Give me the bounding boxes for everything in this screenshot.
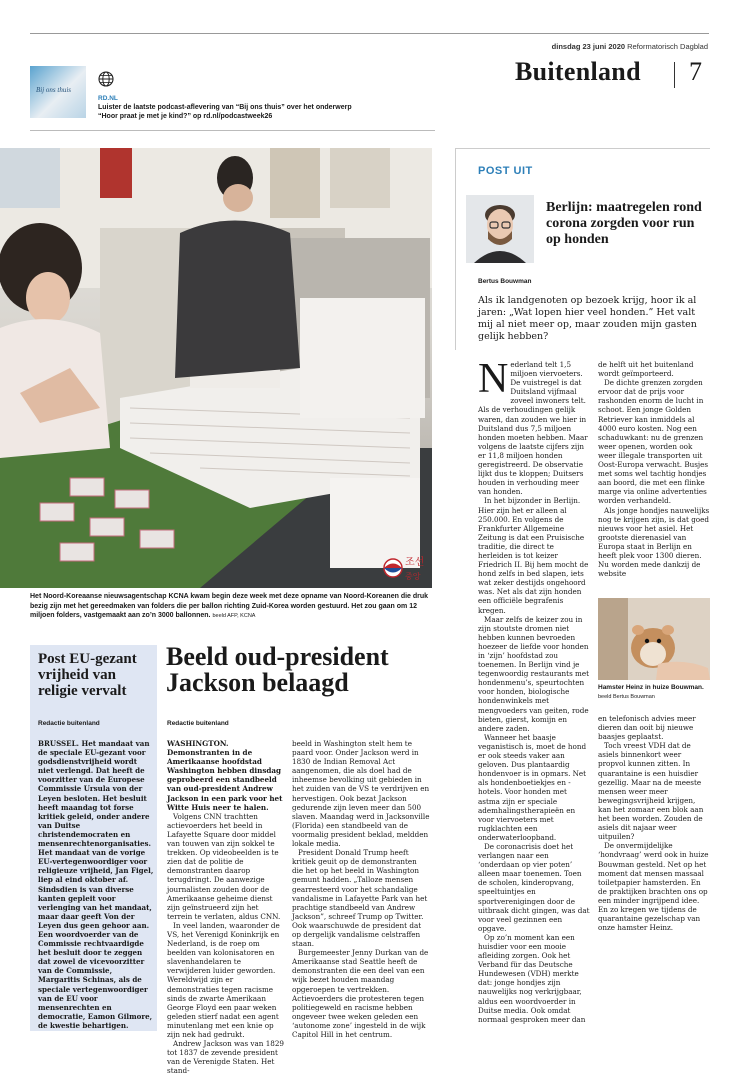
photo-illustration	[0, 148, 432, 588]
hamster-photo	[598, 598, 710, 680]
photo-caption-text: Het Noord-Koreaanse nieuwsagentschap KCNA kwam begin deze week met deze opname van Noord-Koreanen die druk bezig zijn met het gereedmaken van folders die per ballon richting Zuid-Korea worden gestuurd. Het zou gaan om 12 miljoen folders, vastgemaakt aan zo’n 3000 ballonnen.	[30, 593, 429, 619]
jackson-paragraph: Burgemeester Jenny Durkan van de Amerikaanse stad Seattle heeft de demonstranten die een deel van een wijk bezet houden maandag opgeroepen te vertrekken. Actievoerders die protesteren tegen politiegeweld en racisme hebben ongeveer twee weken geleden een ‘autonome zone’ ingesteld in de wijk Capitol Hill in het centrum.	[292, 948, 429, 1039]
hamster-caption	[598, 684, 710, 701]
hamster-caption-text: Hamster Heinz in huize Bouwman.	[598, 684, 704, 691]
jackson-article-byline: Redactie buitenland	[167, 720, 229, 727]
kcna-stamp-text-2: 중앙	[405, 572, 421, 581]
post-uit-paragraph: Op zo’n moment kan een huisdier voor een mooie afleiding zorgen. Ook het Verband für das Deutsche Hundewesen (VDH) merkte dat: jonge hondjes zijn nauwelijks nog verkrijgbaar, aldus een woordvoerder in Duitse media. Ook omdat normaal gesproken meer dan	[478, 932, 586, 1024]
kcna-stamp-text: 조선	[405, 557, 425, 568]
jackson-paragraph: President Donald Trump heeft kritiek geuit op de demonstranten die het op het beeld in Washington gemunt hadden. „Talloze mensen gearresteerd voor het schandalige vandalisme in Lafayette Park van het prachtige standbeeld van Andrew Jackson”, schreef Trump op Twitter. Ook waarschuwde de president dat op dergelijk vandalisme celstraffen staan.	[292, 848, 428, 949]
photo-caption	[30, 592, 432, 622]
jackson-article-column-1	[167, 739, 284, 1075]
post-uit-column-2-continued	[598, 714, 710, 932]
publication-name: Reformatorisch Dagblad	[627, 42, 708, 51]
jackson-article-headline[interactable]: Beeld oud-president Jackson belaagd	[166, 642, 389, 697]
date-line	[552, 42, 708, 51]
jackson-article-lead: WASHINGTON. Demonstranten in de Amerikaanse hoofdstad Washington hebben dinsdag geprobeerd een standbeeld van oud-president Andrew Jackson in een park voor het Witte Huis neer te halen.	[167, 739, 283, 812]
post-uit-paragraph: De dichte grenzen zorgden ervoor dat de prijs voor rashonden enorm de lucht in schoot. Een jonge Golden Retriever kan inmiddels al 4000 euro kosten. Nog een schaduwkant: nu de grenzen weer openen, worden ook weer illegale transporten uit Oost-Europa verwacht. Busjes met soms wel tachtig hondjes aan boord, die met een flinke marge via online advertenties worden verhandeld.	[598, 378, 709, 506]
hamster-photo-credit: beeld Bertus Bouwman	[598, 693, 655, 700]
date: dinsdag 23 juni 2020	[551, 42, 626, 51]
post-uit-paragraph: de helft uit het buitenland wordt geïmporteerd.	[598, 360, 694, 379]
post-uit-intro: Als ik landgenoten op bezoek krijg, hoor ik al jaren: „Wat lopen hier veel honden.” Het valt mij al niet meer op, maar zouden mijn gasten gelijk hebben?	[478, 295, 697, 342]
post-uit-column-2	[598, 360, 710, 578]
globe-icon	[98, 71, 114, 87]
top-rule	[30, 33, 709, 34]
dropcap: N	[478, 356, 509, 402]
left-article-byline: Redactie buitenland	[38, 720, 100, 727]
post-uit-column-1	[478, 356, 590, 1024]
hamster-illustration	[598, 598, 710, 680]
left-article-headline[interactable]: Post EU-gezant vrijheid van religie vervalt	[38, 651, 137, 699]
author-avatar	[466, 195, 534, 263]
post-uit-paragraph: Wanneer het baasje veganistisch is, moet de hond er ook steeds vaker aan geloven. Dus plantaardig hondenvoer is in opmars. Net als hondenboetiekjes en -hotels. Voor honden met astma zijn er speciale ademhalingstherapieën en voor viervoeters met rugklachten een onderwaterloopband.	[478, 732, 587, 842]
post-uit-first-text: ederland telt 1,5 miljoen viervoeters. De vuistregel is dat Duitsland vijfmaal zoveel inwoners telt. Als de verhoudingen gelijk waren, dan zouden we hier in Duitsland dus 7,5 miljoen honden moeten hebben. Maar volgens de laatste cijfers zijn er 11,8 miljoen honden geregistreerd. De observatie lijkt dus te kloppen; Duitsers houden in verhouding meer van honden.	[478, 360, 588, 497]
post-uit-paragraph: In het bijzonder in Berlijn. Hier zijn het er alleen al 250.000. En volgens de Frankfurter Allgemeine Zeitung is dat een Pruisische traditie, die direct te herleiden is tot keizer Friedrich II. Bij hem mocht de hond zelfs in bed slapen, iets wat zeker destijds ongehoord was. Net als dat zijn honden een officiële begrafenis kregen.	[478, 496, 589, 615]
post-uit-paragraph: Toch vreest VDH dat de asiels binnenkort weer propvol kunnen zitten. In quarantaine is een huisdier gezellig. Maar na de meeste mensen weer meer bewegingsvrijheid krijgen, kan het zomaar een blok aan het been worden. Zouden de asiels dit najaar weer uitpuilen?	[598, 741, 704, 842]
post-uit-paragraph: De onvermijdelijke ‘hondvraag’ werd ook in huize Bouwman gesteld. Net op het moment dat mensen massaal toiletpapier hamsterden. En de praktijken brachten ons op een minder ingrijpend idee. En zo kregen we tijdens de quarantaine gezelschap van onze hamster Heinz.	[598, 841, 709, 933]
post-uit-label: POST UIT	[478, 165, 533, 177]
author-avatar-illustration	[466, 195, 534, 263]
post-uit-paragraph: Maar zelfs de keizer zou in zijn stoutste dromen niet hebben kunnen bevroeden hoezeer de liefde voor honden in ‘zijn’ hoofdstad zou toenemen. In Berlijn vind je tegenwoordig restaurants met hondenmenu’s, speurtochten voor honden, biologische hondenwinkels met mengvoeders van geiten, rode bieten, gierst, komijn en andere zaden.	[478, 614, 590, 733]
section-title: Buitenland	[515, 57, 641, 86]
jackson-paragraph: In veel landen, waaronder de VS, het Verenigd Koninkrijk en Nederland, is de roep om beelden van kolonisatoren en slavenhandelaren te verwijderen luider geworden. Wereldwijd zijn er demonstraties tegen racisme sinds de zwarte Amerikaan George Floyd een paar weken geleden stierf nadat een agent minutenlang met een knie op zijn nek had gedrukt.	[167, 920, 280, 1039]
jackson-article-column-2	[292, 739, 430, 1039]
photo-credit: beeld AFP, KCNA	[212, 613, 256, 619]
promo-text[interactable]: Luister de laatste podcast-aflevering van “Bij ons thuis” over het onderwerp “Hoor praat je met je kind?” op rd.nl/podcastweek26	[98, 104, 352, 120]
kcna-stamp	[378, 551, 428, 585]
post-uit-byline: Bertus Bouwman	[478, 278, 532, 285]
header-rule	[30, 130, 435, 131]
post-uit-headline[interactable]: Berlijn: maatregelen rond corona zorgden voor run op honden	[546, 200, 702, 247]
section-divider	[674, 62, 675, 88]
jackson-paragraph: Andrew Jackson was van 1829 tot 1837 de zevende president van de Verenigde Staten. Het stand-	[167, 1039, 284, 1075]
page-number: 7	[689, 57, 702, 86]
podcast-thumbnail[interactable]	[30, 66, 86, 118]
post-uit-paragraph: en telefonisch advies meer dieren dan ooit bij nieuwe baasjes geplaatst.	[598, 714, 696, 742]
post-uit-paragraph: Als jonge hondjes nauwelijks nog te krijgen zijn, is dat goed nieuws voor het asiel. Het grootste dierenasiel van Europa staat in Berlijn en heeft plek voor 1300 dieren. Nu worden mede dankzij de website	[598, 505, 710, 579]
jackson-paragraph: Volgens CNN trachtten actievoerders het beeld in Lafayette Square door middel van touwen van zijn sokkel te trekken. Op videobeelden is te zien dat de politie de demonstranten daarop terugdringt. De aanwezige journalisten zouden door de Amerikaanse geheime dienst zijn geïnstrueerd zijn het terrein te verlaten, aldus CNN.	[167, 811, 281, 921]
promo-source: RD.NL	[98, 95, 118, 102]
podcast-thumbnail-text: Bij ons thuis	[36, 86, 72, 94]
left-article-body: BRUSSEL. Het mandaat van de speciale EU-gezant voor godsdienstvrijheid wordt niet verlengd. Dat heeft de voorzitter van de Europese Commissie Ursula von der Leyen besloten. Het besluit heeft maandag tot forse kritiek geleid, onder andere van Duitse christendemocraten en mensenrechtenorganisaties. Het mandaat van de vorige EU-vertegenwoordiger voor religieuze vrijheid, Jan Figel, liep al eind oktober af. Sindsdien is van diverse kanten gepleit voor verlenging van het mandaat, maar daar geeft Von der Leyen dus geen gehoor aan. Een woordvoerder van de Commissie rechtvaardigde het besluit door te zeggen dat zowel de vicevoorzitter van de Commissie, Margaritis Schinas, als de speciale vertegenwoordiger van de EU voor mensenrechten en democratie, Eamon Gilmore, de kwestie behartigen.	[38, 739, 154, 1030]
post-uit-paragraph: De coronacrisis doet het verlangen naar een ‘onderdaan op vier poten’ alleen maar toenemen. Toen de scholen, kinderopvang, speeltuintjes en sportverenigingen door de uitbraak dicht gingen, was dat voor veel gezinnen een opgave.	[478, 841, 590, 933]
main-photo	[0, 148, 432, 588]
post-uit-first-paragraph	[478, 356, 590, 497]
jackson-paragraph: beeld in Washington stelt hem te paard voor. Onder Jackson werd in 1830 de Indian Removal Act aangenomen, die als doel had de inheemse bevolking uit gebieden in het zuiden van de VS te verdrijven en hervestigen. Ook bezat Jackson gedurende zijn leven meer dan 500 slaven. Maandag werd in Jacksonville (Florida) een standbeeld van de voormalig president beklad, meldden lokale media.	[292, 739, 430, 849]
